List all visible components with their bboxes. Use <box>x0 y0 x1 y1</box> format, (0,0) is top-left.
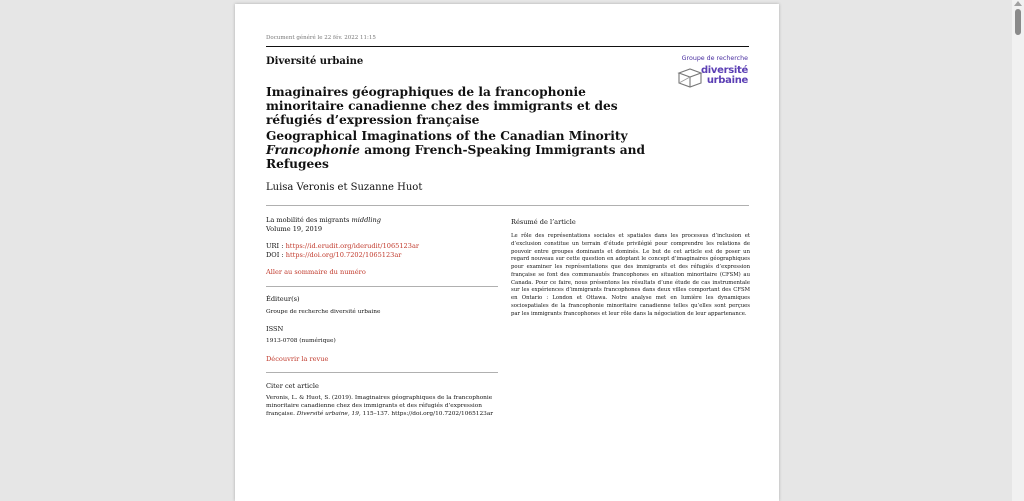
title-english-italic: Francophonie <box>266 143 360 158</box>
issue-line <box>266 216 498 225</box>
scroll-up-arrow-icon[interactable] <box>1014 1 1022 6</box>
cite-tail: 115–137. https://doi.org/10.7202/1065123ar <box>362 410 494 417</box>
publisher-heading: Éditeur(s) <box>266 294 300 303</box>
logo-word-diversite: diversité <box>700 65 748 76</box>
publisher-name: Groupe de recherche diversité urbaine <box>266 308 381 315</box>
abstract-column <box>511 218 750 318</box>
cite-journal: Diversité urbaine, 19, <box>296 410 361 417</box>
issn-heading: ISSN <box>266 324 284 333</box>
doi-line <box>266 251 498 260</box>
cite-main: Veronis, L. & Huot, S. (2019). Imaginaires géographiques de la francophonie minoritaire canadienne chez des immigrants et des réfugiés d’expression française. <box>266 394 493 417</box>
document-page <box>235 4 779 501</box>
title-english-part2: among French-Speaking Immigrants and Refugees <box>266 143 646 172</box>
cite-text <box>266 394 498 418</box>
summary-link[interactable]: Aller au sommaire du numéro <box>266 268 366 276</box>
metadata-column <box>266 216 498 418</box>
scrollbar-track[interactable] <box>1012 0 1024 501</box>
title-english-part1: Geographical Imaginations of the Canadian Minority <box>266 129 628 143</box>
top-rule <box>266 46 749 47</box>
issue-title: La mobilité des migrants <box>266 216 350 224</box>
uri-label: URI : <box>266 242 284 250</box>
logo-group-text: Groupe de recherche <box>681 55 748 62</box>
doi-label: DOI : <box>266 251 284 259</box>
journal-name: Diversité urbaine <box>266 56 364 67</box>
generated-date: Document généré le 22 fév. 2022 11:15 <box>266 35 376 41</box>
volume: Volume 19, 2019 <box>266 225 323 233</box>
scrollbar-thumb[interactable] <box>1015 9 1021 35</box>
divider <box>266 205 749 206</box>
uri-link[interactable]: https://id.erudit.org/iderudit/1065123ar <box>285 242 420 250</box>
title-english <box>266 129 666 172</box>
issn-value: 1913-0708 (numérique) <box>266 337 336 344</box>
abstract-heading: Résumé de l’article <box>511 218 576 226</box>
cite-heading: Citer cet article <box>266 381 319 390</box>
authors: Luisa Veronis et Suzanne Huot <box>266 182 423 193</box>
issue-italic: middling <box>351 216 381 224</box>
logo-word-urbaine: urbaine <box>706 75 748 86</box>
discover-link[interactable]: Découvrir la revue <box>266 354 329 363</box>
left-divider-2 <box>266 372 498 373</box>
left-divider-1 <box>266 286 498 287</box>
journal-logo[interactable] <box>675 55 751 95</box>
uri-line <box>266 242 498 251</box>
logo-cube-icon <box>677 67 703 89</box>
title-french: Imaginaires géographiques de la francophonie minoritaire canadienne chez des immigrants et des réfugiés d’expression française <box>266 85 618 128</box>
abstract-text: Le rôle des représentations sociales et spatiales dans les processus d’inclusion et d’exclusion constitue un terrain d’étude privilégié pour comprendre les relations de pouvoir entre groupes dominants et dominés. Le but de cet article est de poser un regard nouveau sur cette question en adoptant le concept d’imaginaires géographiques pour examiner les représentations que des immigrants et des réfugiés d’expression française se font des communautés francophones en situation minoritaire (CFSM) au Canada. Pour ce faire, nous présentons les résultats d’une étude de cas instrumentale sur les expériences d’immigrants francophones dans deux villes comportant des CFSM en Ontario : London et Ottawa. Notre analyse met en lumière les dynamiques sociospatiales de la francophonie minoritaire canadienne telles qu’elles sont perçues par les immigrants francophones et leur rôle dans la négociation de leur appartenance. <box>511 233 750 317</box>
doi-link[interactable]: https://doi.org/10.7202/1065123ar <box>285 251 402 259</box>
